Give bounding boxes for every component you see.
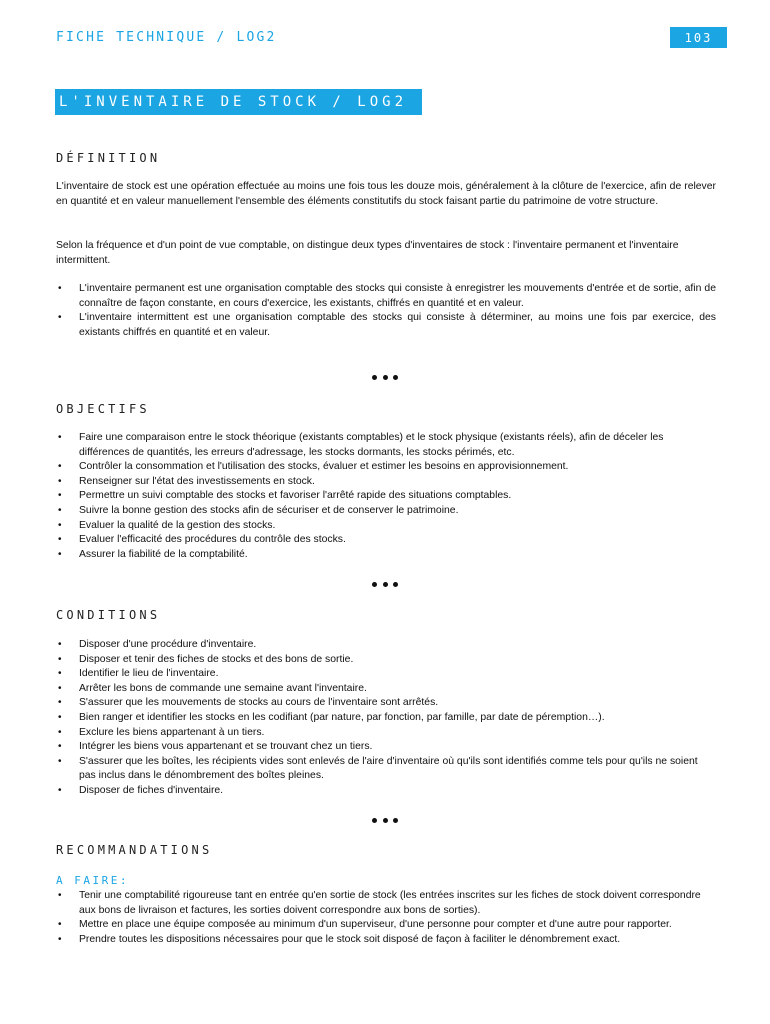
conditions-list (56, 638, 716, 799)
list-item: • Tenir une comptabilité rigoureuse tant en entrée qu'en sortie de stock (les entrées inscrites sur les fiches de stock doivent correspondre aux bons de livraison et factures, les sorties doivent correspondre aux bons de sorties). (58, 890, 701, 916)
list-item: • Evaluer la qualité de la gestion des stocks. (56, 519, 716, 534)
list-item: • Mettre en place une équipe composée au minimum d'un superviseur, d'une personne pour compter et d'une autre pour rapporter. (56, 918, 716, 933)
list-item: • Intégrer les biens vous appartenant et se trouvant chez un tiers. (56, 740, 716, 755)
section-heading-objectifs: OBJECTIFS (56, 402, 150, 416)
list-item: • Suivre la bonne gestion des stocks afin de sécuriser et de conserver le patrimoine. (56, 504, 716, 519)
recommandations-list (56, 889, 716, 947)
list-item: • Arrêter les bons de commande une semaine avant l'inventaire. (56, 682, 716, 697)
list-item: • L'inventaire permanent est une organisation comptable des stocks qui consiste à enregistrer les mouvements d'entrée et de sortie, afin de connaître de façon constante, en cours d'exercice, les existants, chiffrés en quantité et en valeur. (58, 283, 716, 309)
bullet-icon: • (58, 890, 62, 901)
list-item: • L'inventaire intermittent est une organisation comptable des stocks qui consiste à déterminer, au moins une fois par exercice, des existants chiffrés en quantité et en valeur. (58, 312, 716, 338)
section-separator (372, 581, 398, 587)
objectifs-list (56, 431, 716, 562)
bullet-icon: • (58, 784, 62, 796)
bullet-icon: • (58, 741, 62, 753)
section-heading-recommandations: RECOMMANDATIONS (56, 843, 213, 857)
bullet-icon: • (58, 548, 62, 560)
bullet-icon: • (58, 668, 62, 680)
definition-paragraph-2: Selon la fréquence et d'un point de vue comptable, on distingue deux types d'inventaires de stock : l'inventaire permanent et l'inventaire intermittent. (56, 240, 679, 266)
document-title: L'INVENTAIRE DE STOCK / LOG2 (55, 89, 422, 115)
bullet-icon: • (58, 682, 62, 694)
bullet-icon: • (58, 755, 62, 767)
definition-paragraph-1: L'inventaire de stock est une opération effectuée au moins une fois tous les douze mois, généralement à la clôture de l'exercice, afin de relever en quantité et en valeur manuellement l'ensemble des éléments constitutifs du stock faisant partie du patrimoine de votre structure. (56, 181, 716, 207)
list-item: • Renseigner sur l'état des investissements en stock. (56, 475, 716, 490)
section-separator (372, 374, 398, 380)
list-item: • Evaluer l'efficacité des procédures du contrôle des stocks. (56, 533, 716, 548)
bullet-icon: • (58, 432, 62, 443)
bullet-icon: • (58, 461, 62, 473)
page-number: 103 (670, 27, 727, 48)
list-item: • Assurer la fiabilité de la comptabilité. (56, 548, 716, 563)
section-heading-definition: DÉFINITION (56, 151, 161, 165)
list-item: • Disposer d'une procédure d'inventaire. (56, 638, 716, 653)
bullet-icon: • (58, 726, 62, 738)
bullet-icon: • (58, 490, 62, 502)
bullet-icon: • (58, 312, 62, 324)
bullet-icon: • (58, 519, 62, 531)
list-item: • Faire une comparaison entre le stock théorique (existants comptables) et le stock physique (existants réels), afin de déceler les différences de quantités, les erreurs d'adressage, les stocks dormants, les stocks périmés, etc. (58, 432, 664, 458)
bullet-icon: • (58, 475, 62, 487)
list-item: • Disposer et tenir des fiches de stocks et des bons de sortie. (56, 653, 716, 668)
bullet-icon: • (58, 283, 62, 294)
list-item: • S'assurer que les boîtes, les récipients vides sont enlevés de l'aire d'inventaire où qu'ils sont identifiés comme tels pour qu'ils ne soient pas inclus dans le dénombrement des boîtes pleines. (58, 755, 698, 782)
header-title: FICHE TECHNIQUE / LOG2 (56, 30, 277, 45)
list-item: • Prendre toutes les dispositions nécessaires pour que le stock soit disposé de façon à faciliter le dénombrement exact. (56, 933, 716, 948)
bullet-icon: • (58, 919, 62, 931)
list-item: • Exclure les biens appartenant à un tiers. (56, 726, 716, 741)
bullet-icon: • (58, 639, 62, 650)
bullet-icon: • (58, 504, 62, 516)
bullet-icon: • (58, 711, 62, 723)
list-item: • Permettre un suivi comptable des stocks et favoriser l'arrêté rapide des situations comptables. (56, 489, 716, 504)
bullet-icon: • (58, 933, 62, 945)
bullet-icon: • (58, 697, 62, 709)
section-heading-conditions: CONDITIONS (56, 608, 161, 622)
section-separator (372, 817, 398, 823)
list-item: • S'assurer que les mouvements de stocks au cours de l'inventaire sont arrêtés. (56, 696, 716, 711)
list-item: • Contrôler la consommation et l'utilisation des stocks, évaluer et estimer les besoins en approvisionnement. (56, 460, 716, 475)
list-item: • Disposer de fiches d'inventaire. (56, 784, 716, 799)
bullet-icon: • (58, 653, 62, 665)
bullet-icon: • (58, 534, 62, 546)
list-item: • Bien ranger et identifier les stocks en les codifiant (par nature, par fonction, par famille, par date de péremption…). (56, 711, 716, 726)
subheading-a-faire: A FAIRE: (56, 874, 129, 887)
definition-list (56, 282, 716, 340)
list-item: • Identifier le lieu de l'inventaire. (56, 667, 716, 682)
